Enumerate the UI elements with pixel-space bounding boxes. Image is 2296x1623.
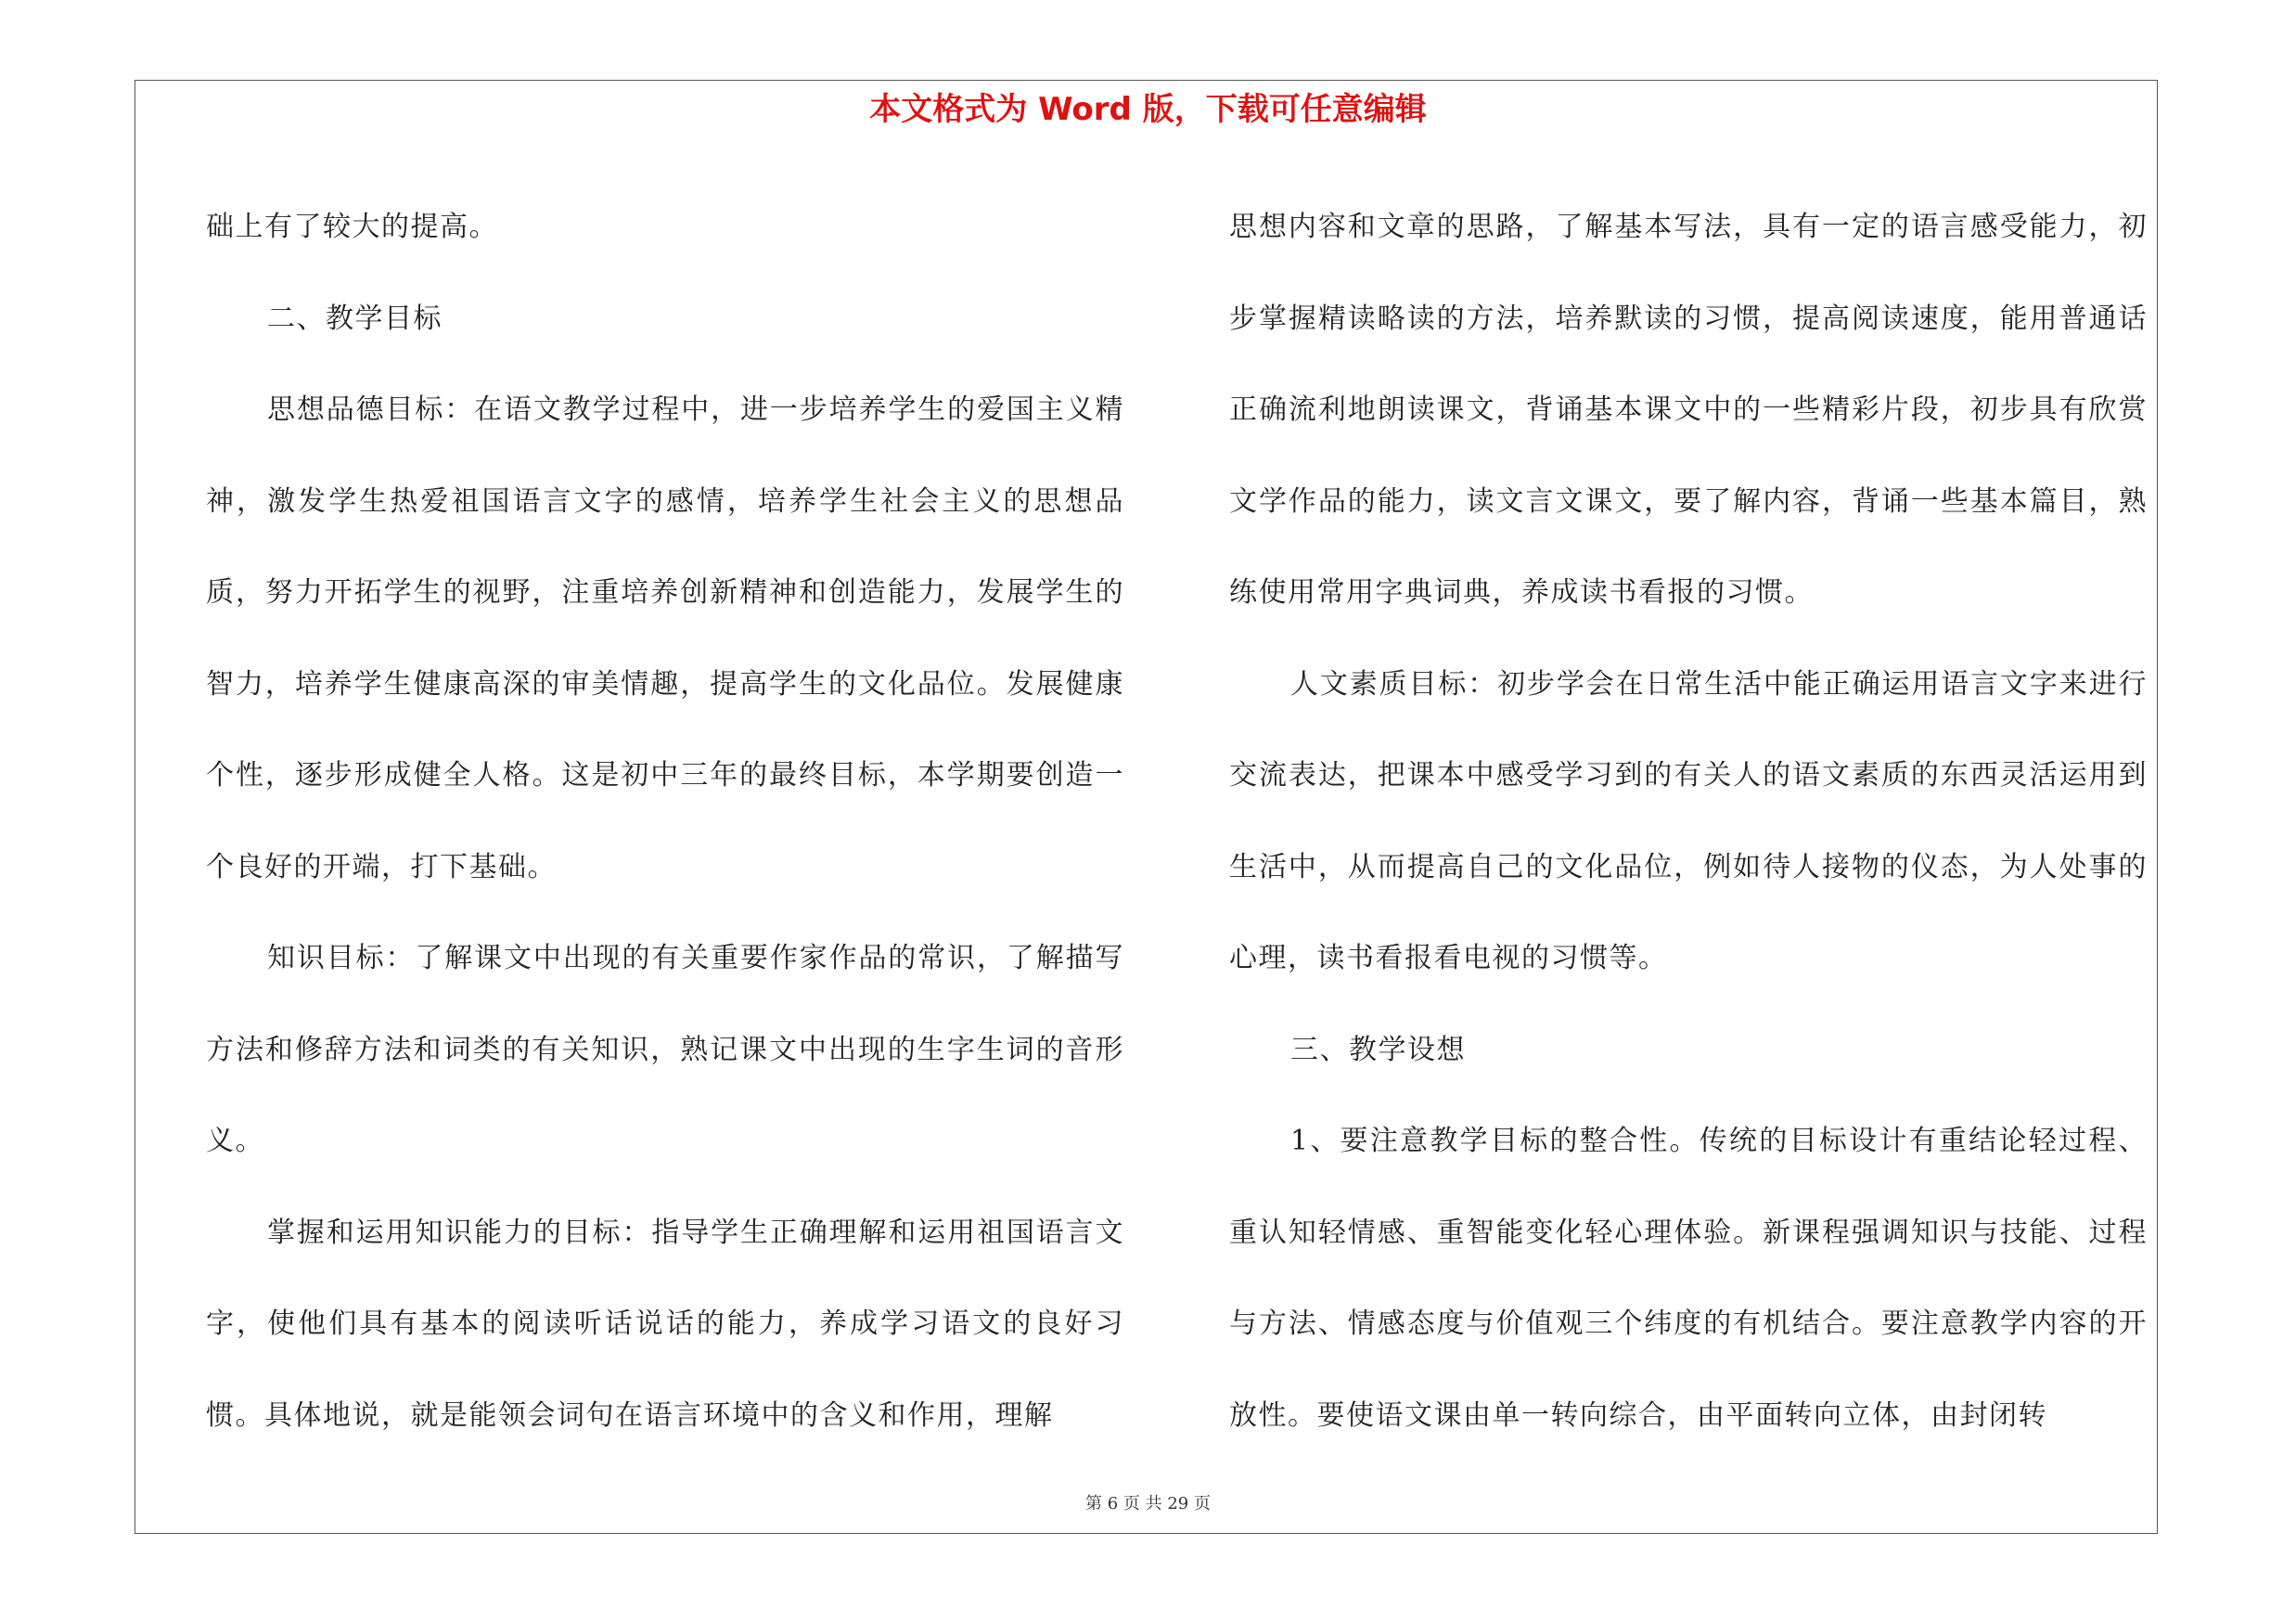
section-heading-teaching-ideas: 三、教学设想 [1290,1033,1466,1066]
section-heading-teaching-goals: 二、教学目标 [267,302,443,335]
paragraph-knowledge-goal: 知识目标：了解课文中出现的有关重要作家作品的常识，了解描写方法和修辞方法和词类的有关知识，熟记课文中出现的生字生词的音形义。 [206,942,1124,1157]
document-header-banner: 本文格式为 Word 版，下载可任意编辑 [869,91,1427,128]
paragraph-ability-goal: 掌握和运用知识能力的目标：指导学生正确理解和运用祖国语言文字，使他们具有基本的阅读听话说话的能力，养成学习语文的良好习惯。具体地说，就是能领会词句在语言环境中的含义和作用，理解 [206,1216,1124,1432]
paragraph-continuation: 础上有了较大的提高。 [206,211,498,243]
paragraph-moral-goal: 思想品德目标：在语文教学过程中，进一步培养学生的爱国主义精神，激发学生热爱祖国语言文字的感情，培养学生社会主义的思想品质，努力开拓学生的视野，注重培养创新精神和创造能力，发展学生的智力，培养学生健康高深的审美情趣，提高学生的文化品位。发展健康个性，逐步形成健全人格。这是初中三年的最终目标，本学期要创造一个良好的开端，打下基础。 [206,393,1124,883]
paragraph-ability-goal-continued: 思想内容和文章的思路，了解基本写法，具有一定的语言感受能力，初步掌握精读略读的方法，培养默读的习惯，提高阅读速度，能用普通话正确流利地朗读课文，背诵基本课文中的一些精彩片段，初步具有欣赏文学作品的能力，读文言文课文，要了解内容，背诵一些基本篇目，熟练使用常用字典词典，养成读书看报的习惯。 [1229,211,2148,609]
paragraph-teaching-idea-1: 1、要注意教学目标的整合性。传统的目标设计有重结论轻过程、重认知轻情感、重智能变化轻心理体验。新课程强调知识与技能、过程与方法、情感态度与价值观三个纬度的有机结合。要注意教学内容的开放性。要使语文课由单一转向综合，由平面转向立体，由封闭转 [1229,1125,2148,1432]
paragraph-humanities-goal: 人文素质目标：初步学会在日常生活中能正确运用语言文字来进行交流表达，把课本中感受学习到的有关人的语文素质的东西灵活运用到生活中，从而提高自己的文化品位，例如待人接物的仪态，为人处事的心理，读书看报看电视的习惯等。 [1229,667,2148,974]
page-number-footer: 第 6 页 共 29 页 [1085,1494,1211,1514]
right-text-column [1229,182,2148,1462]
left-text-column [206,182,1124,1462]
